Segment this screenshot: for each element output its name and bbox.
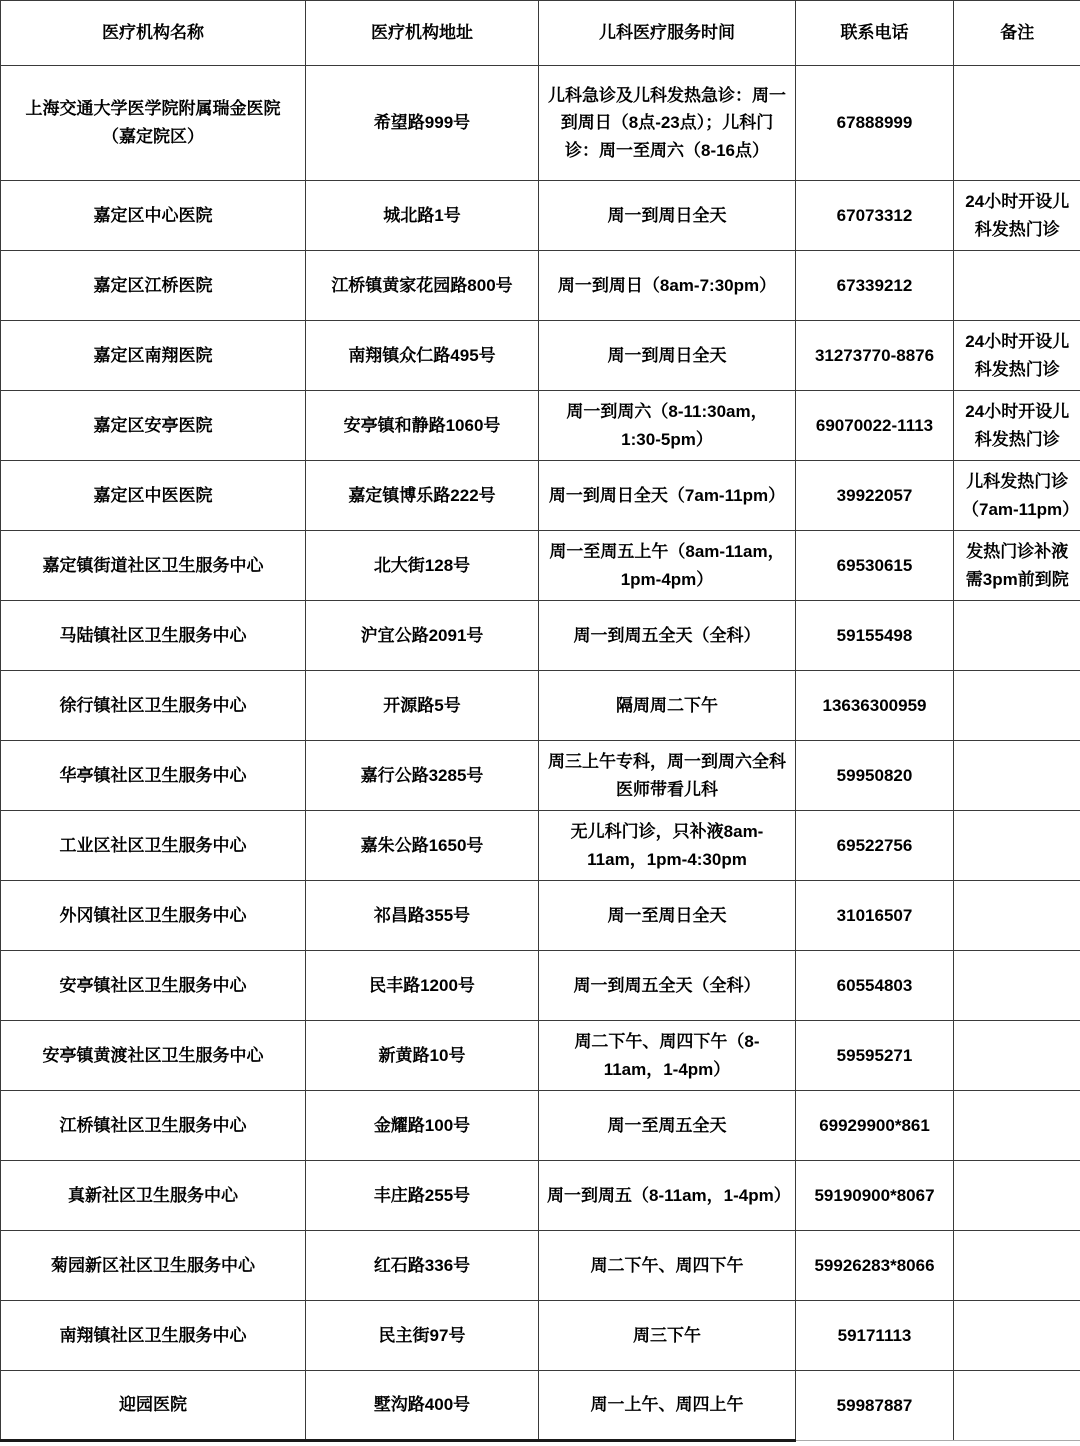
institution-name-cell: 嘉定区中心医院 [1,181,306,251]
institution-address-cell: 希望路999号 [306,66,539,181]
phone-cell: 13636300959 [796,671,954,741]
service-hours-cell: 周三下午 [539,1301,796,1371]
institution-name-cell: 嘉定区江桥医院 [1,251,306,321]
service-hours-cell: 周一至周五上午（8am-11am，1pm-4pm） [539,531,796,601]
remark-cell: 儿科发热门诊（7am-11pm） [954,461,1080,531]
phone-cell: 67073312 [796,181,954,251]
table-row [1,1021,1080,1091]
institution-address-cell: 丰庄路255号 [306,1161,539,1231]
service-hours-cell: 周一至周五全天 [539,1091,796,1161]
institution-address-cell: 江桥镇黄家花园路800号 [306,251,539,321]
service-hours-cell: 周二下午、周四下午 [539,1231,796,1301]
table-row [1,321,1080,391]
institution-address-cell: 城北路1号 [306,181,539,251]
remark-cell [954,251,1080,321]
institution-name-cell: 徐行镇社区卫生服务中心 [1,671,306,741]
table-row [1,1161,1080,1231]
institution-address-cell: 民丰路1200号 [306,951,539,1021]
institution-name-cell: 马陆镇社区卫生服务中心 [1,601,306,671]
institution-name-cell: 华亭镇社区卫生服务中心 [1,741,306,811]
table-row [1,1371,1080,1441]
remark-cell [954,1371,1080,1441]
phone-cell: 67339212 [796,251,954,321]
header-phone: 联系电话 [796,1,954,66]
phone-cell: 67888999 [796,66,954,181]
phone-cell: 69070022-1113 [796,391,954,461]
phone-cell: 69522756 [796,811,954,881]
institution-name-cell: 安亭镇黄渡社区卫生服务中心 [1,1021,306,1091]
remark-cell [954,1161,1080,1231]
phone-cell: 69530615 [796,531,954,601]
institution-address-cell: 安亭镇和静路1060号 [306,391,539,461]
institution-address-cell: 墅沟路400号 [306,1371,539,1441]
phone-cell: 59190900*8067 [796,1161,954,1231]
phone-cell: 31273770-8876 [796,321,954,391]
institution-name-cell: 菊园新区社区卫生服务中心 [1,1231,306,1301]
table-row [1,251,1080,321]
institution-name-cell: 嘉定区南翔医院 [1,321,306,391]
table-row [1,1301,1080,1371]
institution-address-cell: 开源路5号 [306,671,539,741]
table-row [1,811,1080,881]
service-hours-cell: 周一到周日全天 [539,181,796,251]
table-row [1,461,1080,531]
institution-address-cell: 红石路336号 [306,1231,539,1301]
table-row [1,671,1080,741]
institution-address-cell: 沪宜公路2091号 [306,601,539,671]
service-hours-cell: 周一到周六（8-11:30am，1:30-5pm） [539,391,796,461]
remark-cell [954,601,1080,671]
table-row [1,881,1080,951]
institution-address-cell: 北大街128号 [306,531,539,601]
institution-address-cell: 嘉行公路3285号 [306,741,539,811]
institution-name-cell: 上海交通大学医学院附属瑞金医院（嘉定院区） [1,66,306,181]
phone-cell: 59987887 [796,1371,954,1441]
phone-cell: 59926283*8066 [796,1231,954,1301]
institution-name-cell: 迎园医院 [1,1371,306,1441]
header-service-hours: 儿科医疗服务时间 [539,1,796,66]
table-row [1,66,1080,181]
header-institution-name: 医疗机构名称 [1,1,306,66]
institution-address-cell: 嘉朱公路1650号 [306,811,539,881]
remark-cell [954,811,1080,881]
service-hours-cell: 周三上午专科，周一到周六全科医师带看儿科 [539,741,796,811]
institution-name-cell: 安亭镇社区卫生服务中心 [1,951,306,1021]
institution-name-cell: 南翔镇社区卫生服务中心 [1,1301,306,1371]
phone-cell: 59950820 [796,741,954,811]
service-hours-cell: 无儿科门诊，只补液8am-11am，1pm-4:30pm [539,811,796,881]
institution-address-cell: 新黄路10号 [306,1021,539,1091]
service-hours-cell: 周一到周日（8am-7:30pm） [539,251,796,321]
service-hours-cell: 周一到周日全天 [539,321,796,391]
institution-address-cell: 嘉定镇博乐路222号 [306,461,539,531]
service-hours-cell: 周一到周五（8-11am，1-4pm） [539,1161,796,1231]
header-institution-address: 医疗机构地址 [306,1,539,66]
table-row [1,391,1080,461]
phone-cell: 59155498 [796,601,954,671]
institution-address-cell: 南翔镇众仁路495号 [306,321,539,391]
phone-cell: 59595271 [796,1021,954,1091]
institution-name-cell: 嘉定区安亭医院 [1,391,306,461]
phone-cell: 69929900*861 [796,1091,954,1161]
table-row [1,1231,1080,1301]
institution-name-cell: 真新社区卫生服务中心 [1,1161,306,1231]
institution-address-cell: 金耀路100号 [306,1091,539,1161]
institution-address-cell: 祁昌路355号 [306,881,539,951]
remark-cell [954,1091,1080,1161]
institution-name-cell: 嘉定区中医医院 [1,461,306,531]
table-body [1,66,1080,1441]
service-hours-cell: 周一至周日全天 [539,881,796,951]
remark-cell: 发热门诊补液需3pm前到院 [954,531,1080,601]
remark-cell [954,741,1080,811]
table-row [1,741,1080,811]
service-hours-cell: 周一上午、周四上午 [539,1371,796,1441]
remark-cell [954,951,1080,1021]
institution-name-cell: 嘉定镇街道社区卫生服务中心 [1,531,306,601]
remark-cell: 24小时开设儿科发热门诊 [954,321,1080,391]
service-hours-cell: 周一到周日全天（7am-11pm） [539,461,796,531]
institution-name-cell: 外冈镇社区卫生服务中心 [1,881,306,951]
header-row [1,1,1080,66]
remark-cell: 24小时开设儿科发热门诊 [954,181,1080,251]
institution-name-cell: 工业区社区卫生服务中心 [1,811,306,881]
service-hours-cell: 周二下午、周四下午（8-11am，1-4pm） [539,1021,796,1091]
remark-cell [954,881,1080,951]
institution-address-cell: 民主街97号 [306,1301,539,1371]
table-row [1,601,1080,671]
phone-cell: 59171113 [796,1301,954,1371]
remark-cell [954,1021,1080,1091]
table-row [1,1091,1080,1161]
table-row [1,531,1080,601]
table-row [1,181,1080,251]
table-header [1,1,1080,66]
remark-cell [954,1301,1080,1371]
service-hours-cell: 周一到周五全天（全科） [539,601,796,671]
phone-cell: 39922057 [796,461,954,531]
service-hours-cell: 周一到周五全天（全科） [539,951,796,1021]
remark-cell [954,66,1080,181]
header-remark: 备注 [954,1,1080,66]
remark-cell: 24小时开设儿科发热门诊 [954,391,1080,461]
phone-cell: 31016507 [796,881,954,951]
remark-cell [954,671,1080,741]
phone-cell: 60554803 [796,951,954,1021]
table-row [1,951,1080,1021]
institution-name-cell: 江桥镇社区卫生服务中心 [1,1091,306,1161]
remark-cell [954,1231,1080,1301]
service-hours-cell: 儿科急诊及儿科发热急诊：周一到周日（8点-23点）；儿科门诊：周一至周六（8-16点） [539,66,796,181]
service-hours-cell: 隔周周二下午 [539,671,796,741]
